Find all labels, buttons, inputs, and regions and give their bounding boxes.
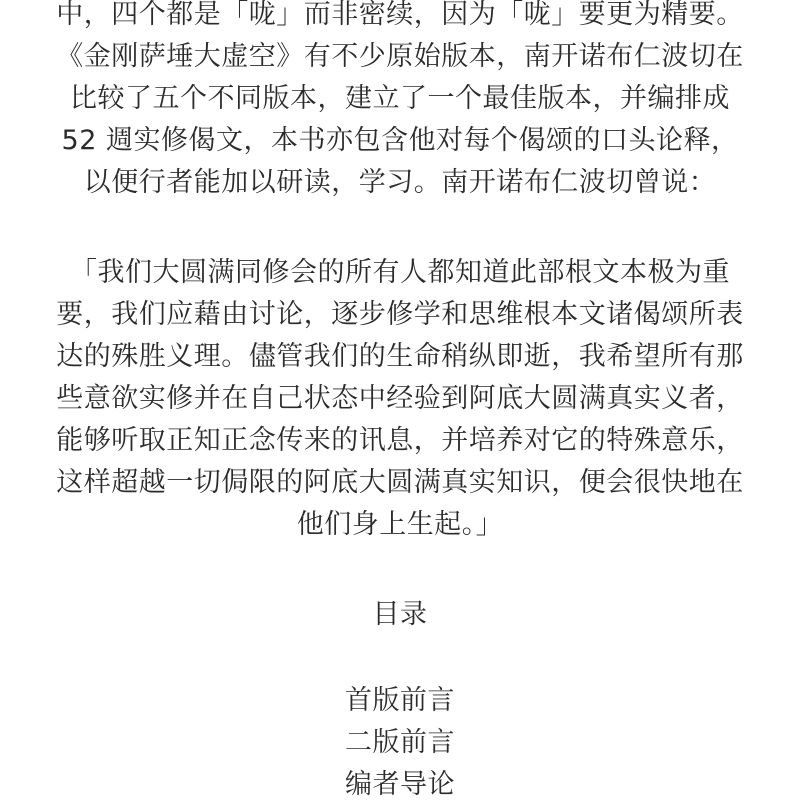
quote-line: 「我们大圆满同修会的所有人都知道此部根文本极为重 (70, 257, 730, 288)
quote-line: 达的殊胜义理。儘管我们的生命稍纵即逝，我希望所有那 (56, 341, 744, 372)
intro-line: 《金刚萨埵大虚空》有不少原始版本，南开诺布仁波切在 (56, 41, 744, 72)
toc-heading (20, 594, 780, 636)
toc-item-second-edition-preface[interactable]: 二版前言 (345, 727, 455, 758)
toc-title: 目录 (372, 599, 428, 630)
intro-line: 中，四个都是「咙」而非密续，因为「咙」要更为精要。 (56, 0, 744, 30)
toc-list (20, 680, 780, 800)
intro-line: 52 週实修偈文，本书亦包含他对每个偈颂的口头论释， (61, 125, 739, 156)
quote-line: 些意欲实修并在自己状态中经验到阿底大圆满真实义者， (56, 383, 744, 414)
intro-line: 比较了五个不同版本，建立了一个最佳版本，并编排成 (70, 83, 730, 114)
quote-line: 他们身上生起。」 (296, 509, 504, 540)
intro-paragraph (20, 0, 780, 204)
toc-item-first-edition-preface[interactable]: 首版前言 (345, 685, 455, 716)
intro-line: 以便行者能加以研读，学习。南开诺布仁波切曾说： (83, 167, 717, 198)
quote-line: 能够听取正知正念传来的讯息，并培养对它的特殊意乐， (56, 425, 744, 456)
toc-item-editor-introduction[interactable]: 编者导论 (345, 769, 455, 800)
quote-paragraph (20, 252, 780, 546)
quote-line: 这样超越一切侷限的阿底大圆满真实知识，便会很快地在 (56, 467, 744, 498)
quote-line: 要，我们应藉由讨论，逐步修学和思维根本文诸偈颂所表 (56, 299, 744, 330)
